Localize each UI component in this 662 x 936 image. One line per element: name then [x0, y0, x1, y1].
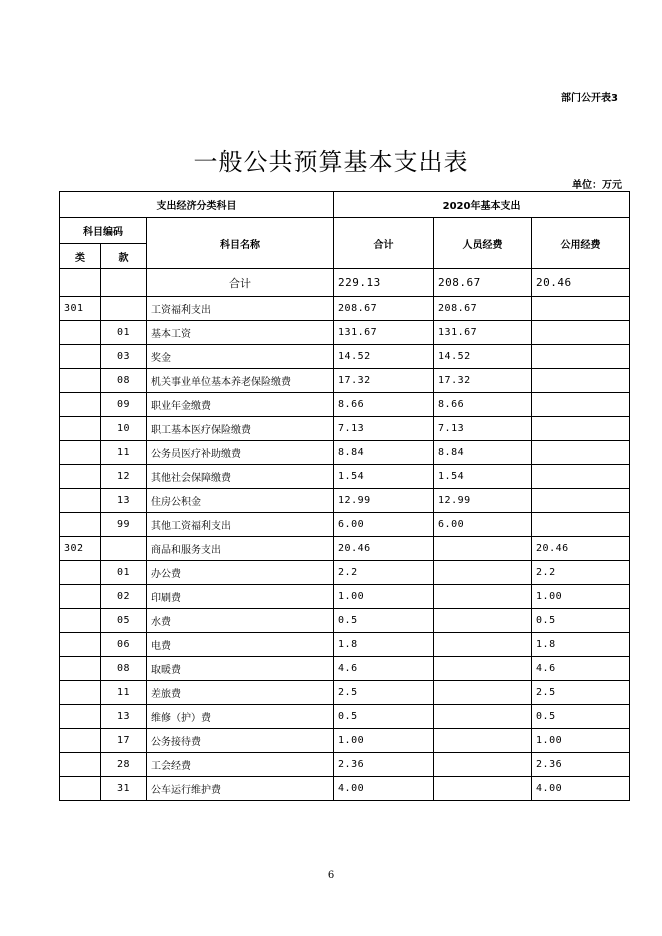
personnel-cell: [434, 609, 532, 633]
personnel-cell: [434, 777, 532, 801]
personnel-cell: 1.54: [434, 465, 532, 489]
public-cell: [532, 513, 630, 537]
public-cell: 1.8: [532, 633, 630, 657]
table-row: [60, 777, 630, 801]
lei-cell: [60, 609, 101, 633]
total-cell: 2.36: [334, 753, 434, 777]
lei-cell: [60, 657, 101, 681]
total-cell: 17.32: [334, 369, 434, 393]
total-cell: 0.5: [334, 609, 434, 633]
lei-cell: [60, 777, 101, 801]
table-row: [60, 585, 630, 609]
kuan-cell: 13: [101, 705, 147, 729]
total-cell: 0.5: [334, 705, 434, 729]
personnel-cell: 12.99: [434, 489, 532, 513]
total-cell: 14.52: [334, 345, 434, 369]
table-row: [60, 609, 630, 633]
kuan-cell: 09: [101, 393, 147, 417]
public-cell: [532, 297, 630, 321]
header-subject-name: 科目名称: [147, 218, 334, 269]
header-subject-code: 科目编码: [60, 218, 147, 244]
name-cell: 电费: [147, 633, 334, 657]
total-cell: 4.6: [334, 657, 434, 681]
name-cell: 办公费: [147, 561, 334, 585]
name-cell: 水费: [147, 609, 334, 633]
public-cell: [532, 417, 630, 441]
kuan-cell: 01: [101, 561, 147, 585]
table-row: [60, 321, 630, 345]
kuan-cell: 02: [101, 585, 147, 609]
public-cell: [532, 489, 630, 513]
personnel-cell: [434, 657, 532, 681]
public-cell: 4.6: [532, 657, 630, 681]
name-cell: 差旅费: [147, 681, 334, 705]
kuan-cell: 03: [101, 345, 147, 369]
total-total-cell: 229.13: [334, 269, 434, 297]
table-row: [60, 753, 630, 777]
personnel-cell: [434, 705, 532, 729]
public-cell: 0.5: [532, 609, 630, 633]
kuan-cell: 99: [101, 513, 147, 537]
table-row: [60, 729, 630, 753]
personnel-cell: [434, 561, 532, 585]
name-cell: 职业年金缴费: [147, 393, 334, 417]
kuan-cell: [101, 297, 147, 321]
kuan-cell: 06: [101, 633, 147, 657]
total-cell: 2.2: [334, 561, 434, 585]
total-cell: 2.5: [334, 681, 434, 705]
name-cell: 基本工资: [147, 321, 334, 345]
kuan-cell: 17: [101, 729, 147, 753]
public-cell: 20.46: [532, 537, 630, 561]
kuan-cell: 01: [101, 321, 147, 345]
lei-cell: 302: [60, 537, 101, 561]
lei-cell: [60, 561, 101, 585]
total-cell: 1.8: [334, 633, 434, 657]
lei-cell: [60, 585, 101, 609]
kuan-cell: 28: [101, 753, 147, 777]
total-cell: 8.84: [334, 441, 434, 465]
public-cell: [532, 321, 630, 345]
total-personnel-cell: 208.67: [434, 269, 532, 297]
total-cell: 4.00: [334, 777, 434, 801]
lei-cell: [60, 513, 101, 537]
name-cell: 取暖费: [147, 657, 334, 681]
public-cell: [532, 345, 630, 369]
table-row: [60, 489, 630, 513]
personnel-cell: 14.52: [434, 345, 532, 369]
kuan-cell: 11: [101, 441, 147, 465]
kuan-cell: 10: [101, 417, 147, 441]
lei-cell: [60, 753, 101, 777]
public-cell: 0.5: [532, 705, 630, 729]
page-number: 6: [327, 870, 335, 881]
total-cell: 6.00: [334, 513, 434, 537]
lei-cell: [60, 729, 101, 753]
page-title: 一般公共预算基本支出表: [193, 148, 469, 176]
unit-label: 单位：万元: [572, 180, 622, 191]
name-cell: 其他工资福利支出: [147, 513, 334, 537]
header-total: 合计: [334, 218, 434, 269]
public-cell: 4.00: [532, 777, 630, 801]
header-kuan: 款: [101, 244, 147, 269]
kuan-cell: 11: [101, 681, 147, 705]
personnel-cell: 6.00: [434, 513, 532, 537]
public-cell: [532, 441, 630, 465]
lei-cell: [60, 441, 101, 465]
total-cell: 7.13: [334, 417, 434, 441]
kuan-cell: 08: [101, 369, 147, 393]
kuan-cell: 08: [101, 657, 147, 681]
kuan-cell: 12: [101, 465, 147, 489]
table-body: [60, 192, 630, 801]
personnel-cell: [434, 585, 532, 609]
total-cell: 1.00: [334, 729, 434, 753]
personnel-cell: 7.13: [434, 417, 532, 441]
total-lei-cell: [60, 269, 101, 297]
name-cell: 公务接待费: [147, 729, 334, 753]
lei-cell: [60, 465, 101, 489]
public-cell: [532, 369, 630, 393]
name-cell: 工会经费: [147, 753, 334, 777]
total-cell: 8.66: [334, 393, 434, 417]
table-row: [60, 297, 630, 321]
name-cell: 公务员医疗补助缴费: [147, 441, 334, 465]
name-cell: 奖金: [147, 345, 334, 369]
table-row: [60, 369, 630, 393]
document-label: 部门公开表3: [561, 93, 618, 104]
lei-cell: [60, 417, 101, 441]
header-public: 公用经费: [532, 218, 630, 269]
personnel-cell: [434, 681, 532, 705]
table-row: [60, 537, 630, 561]
kuan-cell: [101, 537, 147, 561]
name-cell: 其他社会保障缴费: [147, 465, 334, 489]
budget-table: [59, 191, 630, 801]
name-cell: 印刷费: [147, 585, 334, 609]
personnel-cell: [434, 633, 532, 657]
table-row: [60, 681, 630, 705]
table-row: [60, 393, 630, 417]
public-cell: 1.00: [532, 729, 630, 753]
total-cell: 12.99: [334, 489, 434, 513]
personnel-cell: 17.32: [434, 369, 532, 393]
personnel-cell: 208.67: [434, 297, 532, 321]
table-row: [60, 465, 630, 489]
table-row: [60, 657, 630, 681]
personnel-cell: [434, 729, 532, 753]
header-personnel: 人员经费: [434, 218, 532, 269]
total-cell: 131.67: [334, 321, 434, 345]
total-kuan-cell: [101, 269, 147, 297]
lei-cell: [60, 393, 101, 417]
table-row: [60, 513, 630, 537]
name-cell: 工资福利支出: [147, 297, 334, 321]
group-header-classification: 支出经济分类科目: [60, 192, 334, 218]
group-header-basic-expenditure: 2020年基本支出: [334, 192, 630, 218]
lei-cell: [60, 345, 101, 369]
table-row: [60, 705, 630, 729]
name-cell: 职工基本医疗保险缴费: [147, 417, 334, 441]
kuan-cell: 31: [101, 777, 147, 801]
total-cell: 208.67: [334, 297, 434, 321]
personnel-cell: 131.67: [434, 321, 532, 345]
table-row: [60, 441, 630, 465]
name-cell: 商品和服务支出: [147, 537, 334, 561]
public-cell: 2.2: [532, 561, 630, 585]
total-name-cell: 合计: [147, 269, 334, 297]
name-cell: 住房公积金: [147, 489, 334, 513]
header-row-group: [60, 192, 630, 218]
lei-cell: [60, 681, 101, 705]
personnel-cell: 8.84: [434, 441, 532, 465]
personnel-cell: [434, 537, 532, 561]
lei-cell: 301: [60, 297, 101, 321]
personnel-cell: 8.66: [434, 393, 532, 417]
name-cell: 公车运行维护费: [147, 777, 334, 801]
public-cell: 2.5: [532, 681, 630, 705]
header-lei: 类: [60, 244, 101, 269]
lei-cell: [60, 369, 101, 393]
public-cell: 2.36: [532, 753, 630, 777]
total-public-cell: 20.46: [532, 269, 630, 297]
name-cell: 机关事业单位基本养老保险缴费: [147, 369, 334, 393]
total-cell: 1.00: [334, 585, 434, 609]
table-row: [60, 345, 630, 369]
kuan-cell: 05: [101, 609, 147, 633]
table-row: [60, 633, 630, 657]
table-row: [60, 561, 630, 585]
public-cell: 1.00: [532, 585, 630, 609]
lei-cell: [60, 633, 101, 657]
personnel-cell: [434, 753, 532, 777]
public-cell: [532, 393, 630, 417]
name-cell: 维修（护）费: [147, 705, 334, 729]
lei-cell: [60, 705, 101, 729]
table-row: [60, 417, 630, 441]
total-cell: 1.54: [334, 465, 434, 489]
lei-cell: [60, 489, 101, 513]
lei-cell: [60, 321, 101, 345]
kuan-cell: 13: [101, 489, 147, 513]
header-row-columns: [60, 218, 630, 244]
total-cell: 20.46: [334, 537, 434, 561]
public-cell: [532, 465, 630, 489]
total-row: [60, 269, 630, 297]
